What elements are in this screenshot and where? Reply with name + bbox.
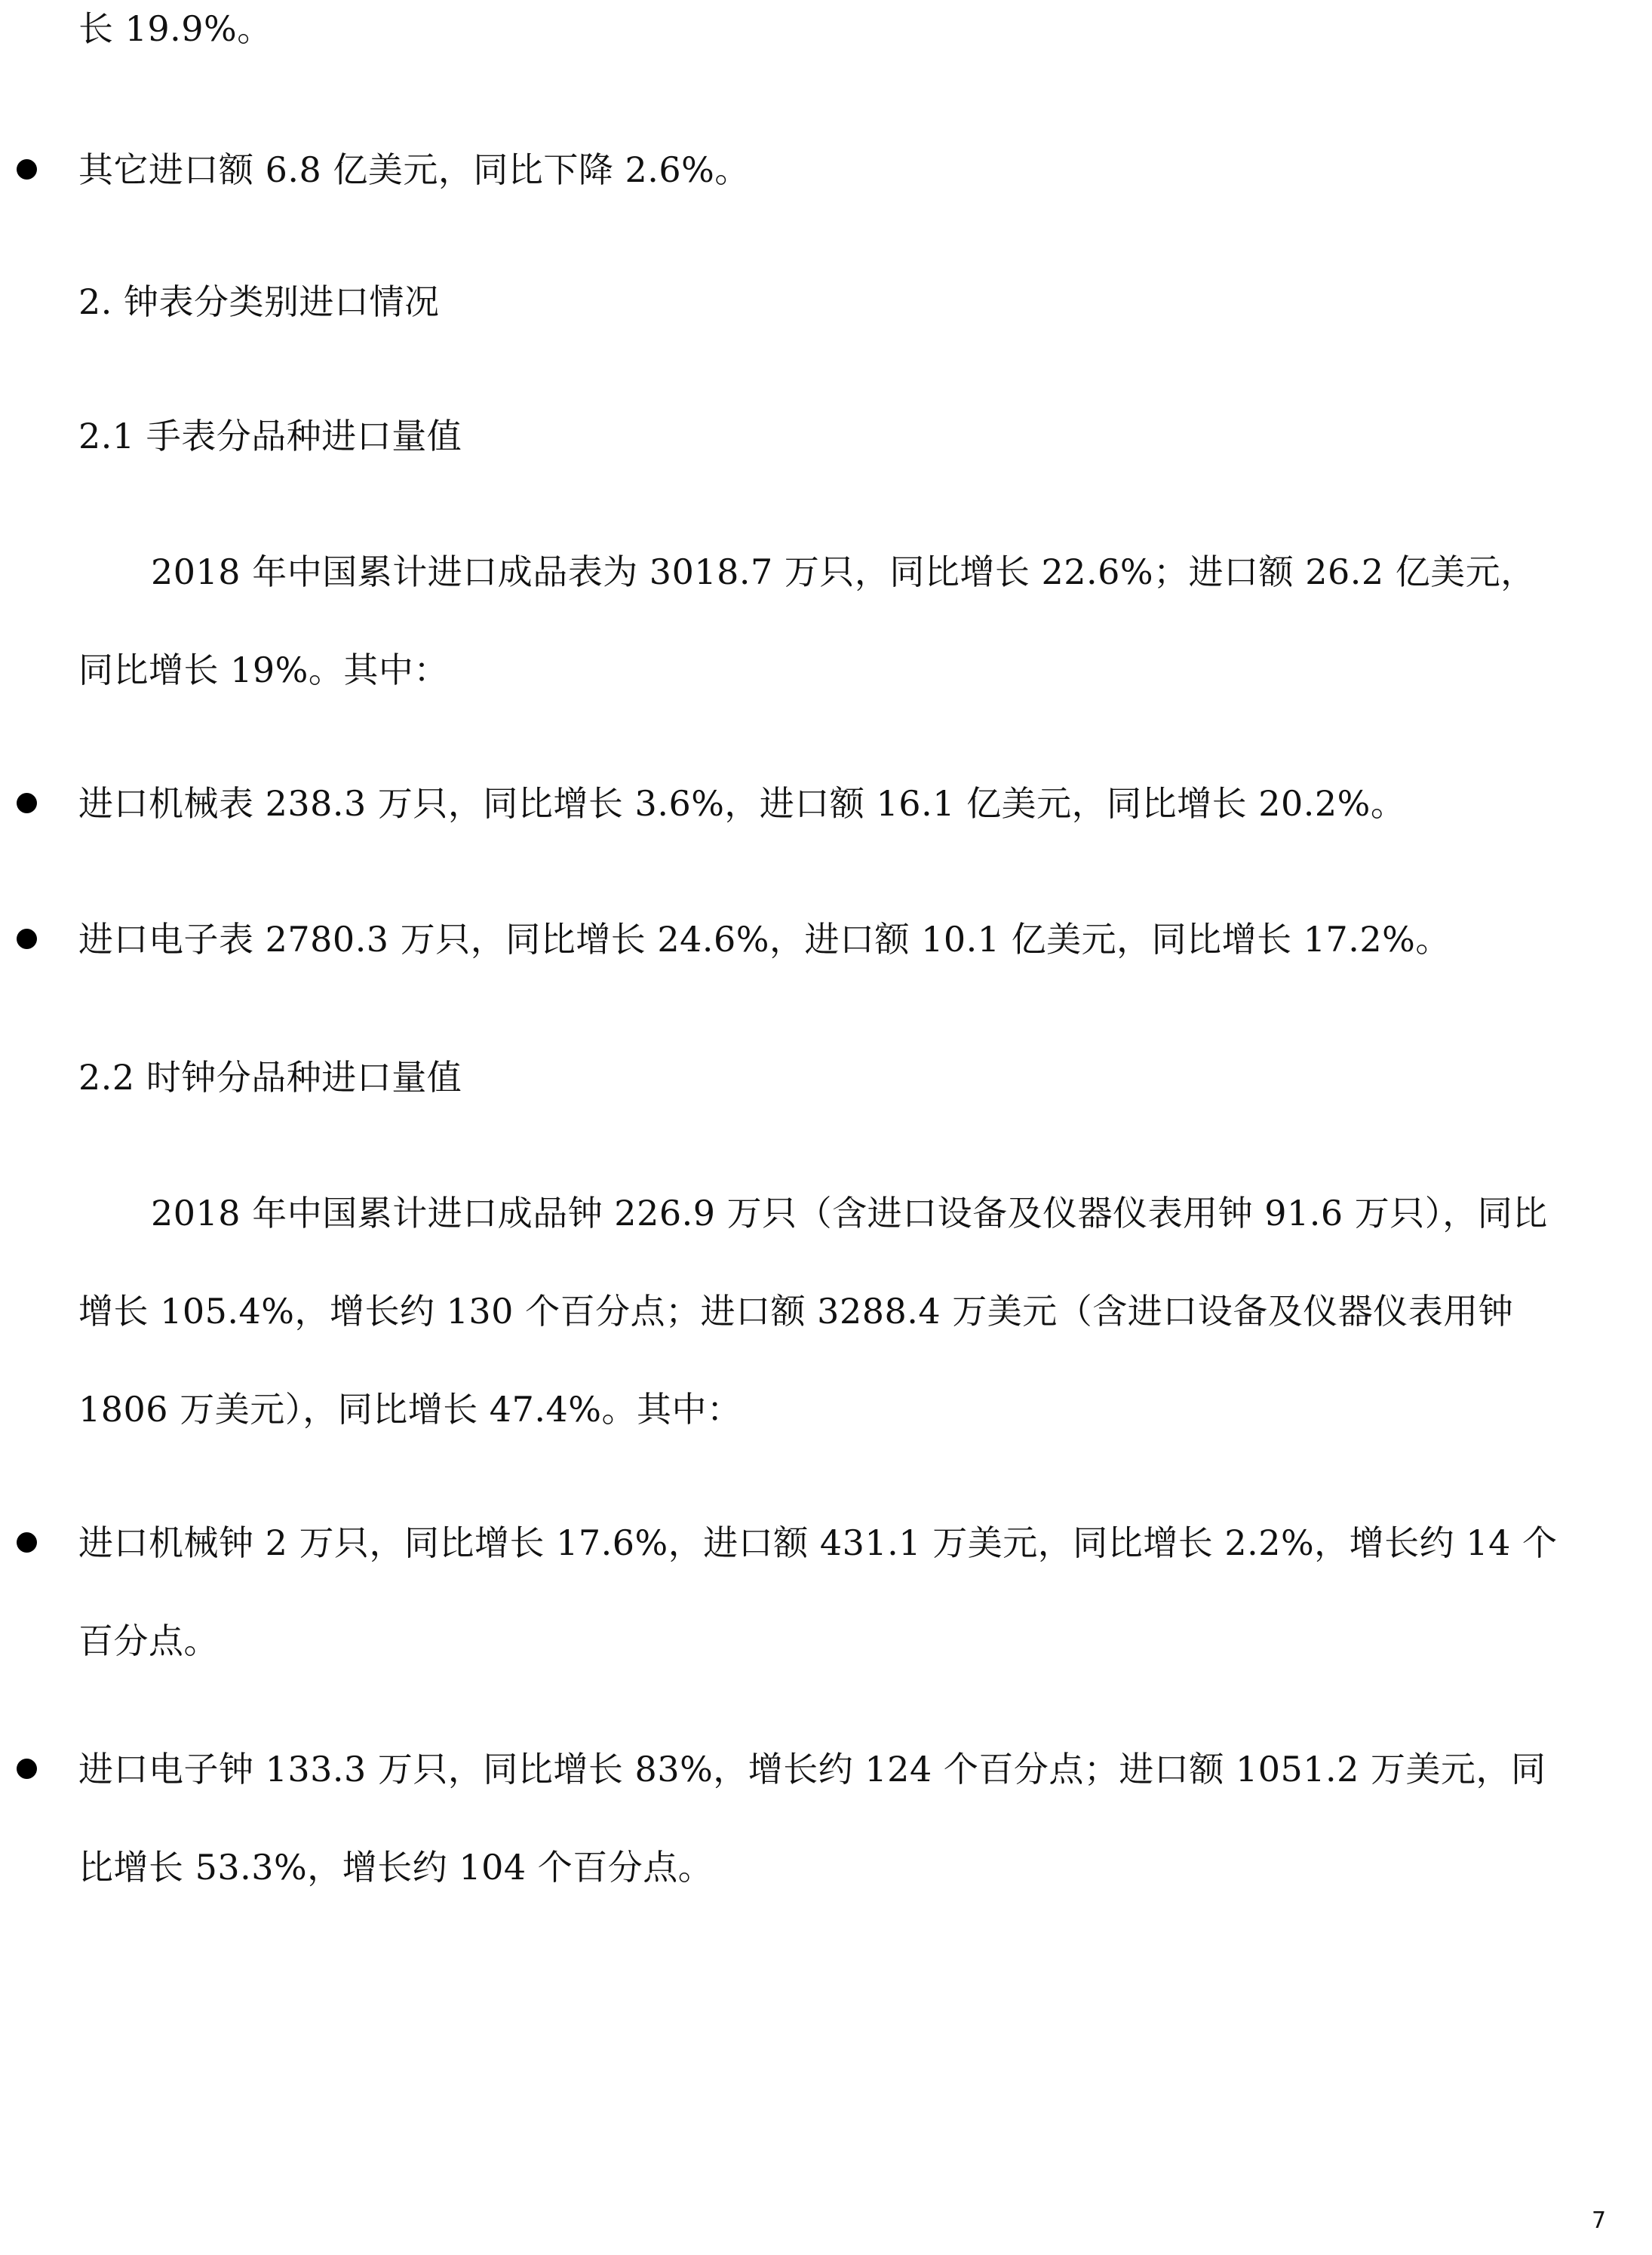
page-number: 7 bbox=[1592, 2207, 1607, 2234]
paragraph-watch-imports-line2: 同比增长 19%。其中： bbox=[78, 650, 449, 690]
bullet-icon bbox=[17, 1532, 37, 1553]
paragraph-clock-imports-line3: 1806 万美元），同比增长 47.4%。其中： bbox=[78, 1389, 742, 1430]
bullet-item-electronic-clock-line1: 进口电子钟 133.3 万只，同比增长 83%，增长约 124 个百分点；进口额 1051.2 万美元，同 bbox=[78, 1749, 1546, 1790]
bullet-icon bbox=[17, 1759, 37, 1779]
bullet-item-electronic-watch: 进口电子表 2780.3 万只，同比增长 24.6%，进口额 10.1 亿美元，同比增长 17.2%。 bbox=[78, 919, 1451, 960]
bullet-icon bbox=[17, 793, 37, 813]
bullet-item-mechanical-watch: 进口机械表 238.3 万只，同比增长 3.6%，进口额 16.1 亿美元，同比增长 20.2%。 bbox=[78, 783, 1406, 824]
bullet-icon bbox=[17, 159, 37, 180]
subsection-heading-2-1: 2.1 手表分品种进口量值 bbox=[78, 416, 462, 456]
bullet-icon bbox=[17, 929, 37, 949]
bullet-item-other-imports: 其它进口额 6.8 亿美元，同比下降 2.6%。 bbox=[78, 149, 750, 190]
bullet-item-electronic-clock-line2: 比增长 53.3%，增长约 104 个百分点。 bbox=[78, 1847, 714, 1888]
paragraph-clock-imports-line1: 2018 年中国累计进口成品钟 226.9 万只（含进口设备及仪器仪表用钟 91.6 万只），同比 bbox=[151, 1193, 1548, 1233]
paragraph-clock-imports-line2: 增长 105.4%，增长约 130 个百分点；进口额 3288.4 万美元（含进口设备及仪器仪表用钟 bbox=[78, 1291, 1514, 1332]
text-line-continuation: 长 19.9%。 bbox=[78, 8, 272, 49]
bullet-item-mechanical-clock-line2: 百分点。 bbox=[78, 1621, 219, 1661]
bullet-item-mechanical-clock-line1: 进口机械钟 2 万只，同比增长 17.6%，进口额 431.1 万美元，同比增长 2.2%，增长约 14 个 bbox=[78, 1522, 1558, 1563]
paragraph-watch-imports-line1: 2018 年中国累计进口成品表为 3018.7 万只，同比增长 22.6%；进口额 26.2 亿美元， bbox=[151, 551, 1536, 592]
section-heading-2: 2. 钟表分类别进口情况 bbox=[78, 281, 440, 322]
subsection-heading-2-2: 2.2 时钟分品种进口量值 bbox=[78, 1057, 462, 1098]
